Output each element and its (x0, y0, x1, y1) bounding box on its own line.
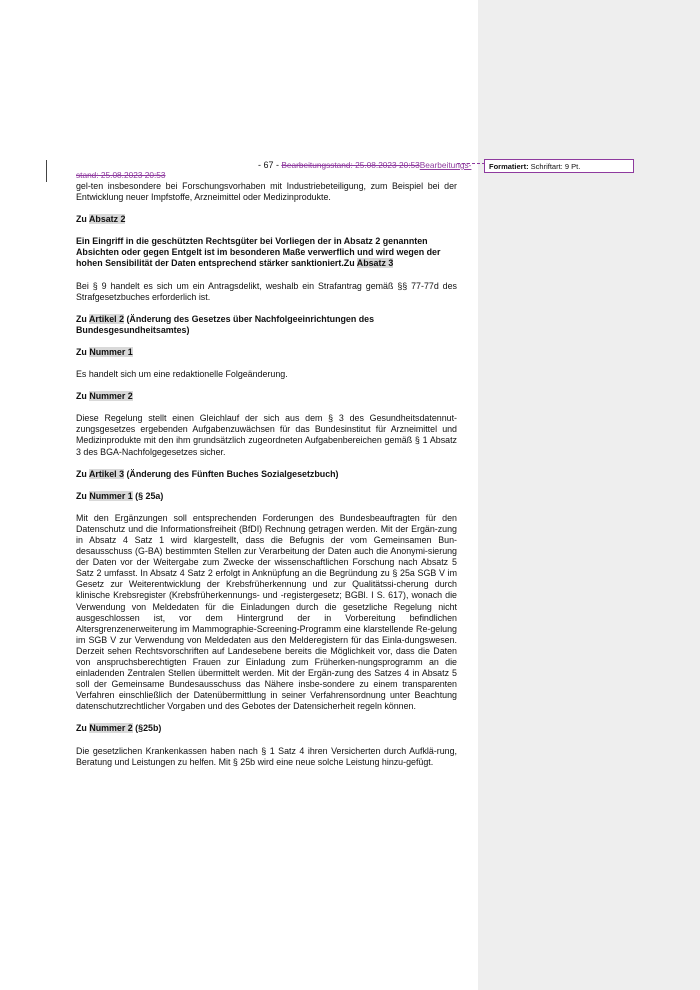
inserted-stamp: Bearbeitungs- (419, 160, 472, 170)
stamp-continuation: stand: 25.08.2023 20:53 (76, 170, 166, 180)
heading-nummer-2: Zu Nummer 2 (76, 391, 133, 402)
comment-label: Formatiert: (489, 162, 529, 171)
heading-nummer-2-25b: Zu Nummer 2 (§25b) (76, 723, 162, 734)
heading-nummer-1: Zu Nummer 1 (76, 346, 133, 357)
paragraph: Es handelt sich um eine redaktionelle Folgeänderung. (76, 369, 288, 380)
heading-absatz-2: Zu Absatz 2 (76, 214, 126, 225)
page-header (258, 160, 471, 170)
comment-text: Schriftart: 9 Pt. (528, 162, 581, 171)
page-number: - 67 - (258, 160, 280, 170)
comment-connector (457, 163, 485, 165)
paragraph-bold: Ein Eingriff in die geschützten Rechtsgüter bei Vorliegen der in Absatz 2 genannten Absichten oder gegen Entgelt ist im besonderen Maße verwerflich und wird wegen der hohen Sensibilität der Daten entsprechend stärker sanktioniert.Zu Absatz 3 (76, 236, 441, 269)
document-body (76, 181, 457, 768)
change-bar (46, 160, 47, 182)
paragraph: Diese Regelung stellt einen Gleichlauf der sich aus dem § 3 des Gesundheitsdatennut-zungsgesetzes ergebenden Aufgabenzuwächsen für das Bundesinstitut für Arzneimittel und Medizinprodukte mit den ihm grundsätzlich zugeordneten Aufgabenbereichen gemäß § 1 Absatz 3 des BGA-Nachfolgegesetzes sicher. (76, 413, 457, 457)
deleted-stamp: Bearbeitungsstand: 25.08.2023 20:53 (281, 160, 420, 170)
heading-artikel-3: Zu Artikel 3 (Änderung des Fünften Buches Sozialgesetzbuch) (76, 468, 339, 479)
heading-nummer-1-25a: Zu Nummer 1 (§ 25a) (76, 490, 164, 501)
comment-margin-pane (478, 0, 700, 990)
format-comment[interactable] (484, 159, 634, 173)
heading-artikel-2: Zu Artikel 2 (Änderung des Gesetzes über Nachfolgeeinrichtungen des Bundesgesundheitsamtes) (76, 313, 375, 335)
paragraph: Mit den Ergänzungen soll entsprechenden Forderungen des Bundesbeauftragten für den Datenschutz und die Informationsfreiheit (BfDI) Rechnung getragen werden. Mit der Ergän-zung in Absatz 4 Satz 1 wird klargestellt, dass die Befugnis der vom Gemeinsamen Bun-desausschuss (G-BA) bestimmten Stellen zur Verarbeitung der Daten auch die Anonymi-sierung der Daten vor der Weitergabe zum Zwecke der wissenschaftlichen Forschung nach Absatz 5 Satz 2 umfasst. In Absatz 4 Satz 2 erfolgt in Anknüpfung an die Begründung zu § 25a SGB V im Gesetz zur Weiterentwicklung der Krebsfrüherkennung und zur Qualitätssi-cherung durch klinische Krebsregister (Krebsfrüherkennungs- und -registergesetz; BGBl. I S. 617), wonach die Verwendung von Meldedaten für die Einladungen durch die gesetzliche Regelung nicht ausgeschlossen ist, vor dem Hintergrund der in Vorbereitung befindlichen Altersgrenzenerweiterung im Mammographie-Screening-Programm eine klarstellende Re-gelung im SGB V zur Verwendung von Meldedaten aus den Melderegistern für das Einla-dungswesen. Derzeit sehen Rechtsvorschriften auf Landesebene bereits die Möglichkeit vor, dass die Daten von anspruchsberechtigten Frauen zur Einladung zum Früherken-nungsprogramm an die einladenden Zentralen Stellen übermittelt werden. Mit der Ergän-zung des Satzes 4 in Absatz 5 soll der Gemeinsame Bundesausschuss das Nähere insbe-sondere zu einem transparenten Verfahren einschließlich der Datenübermittlung in seiner Verfahrensordnung unter Beachtung datenschutzrechtlicher Vorgaben und des Gebotes der Datensicherheit regeln können. (76, 512, 457, 712)
paragraph: Bei § 9 handelt es sich um ein Antragsdelikt, weshalb ein Strafantrag gemäß §§ 77-77d des Strafgesetzbuches erforderlich ist. (76, 280, 457, 302)
paragraph: gel-ten insbesondere bei Forschungsvorhaben mit Industriebeteiligung, zum Beispiel bei der Entwicklung neuer Impfstoffe, Arzneimittel oder Medizinprodukte. (76, 181, 457, 203)
paragraph: Die gesetzlichen Krankenkassen haben nach § 1 Satz 4 ihren Versicherten durch Aufklä-rung, Beratung und Leistungen zu helfen. Mit § 25b wird eine neue solche Leistung hinzu-gefügt. (76, 745, 457, 767)
